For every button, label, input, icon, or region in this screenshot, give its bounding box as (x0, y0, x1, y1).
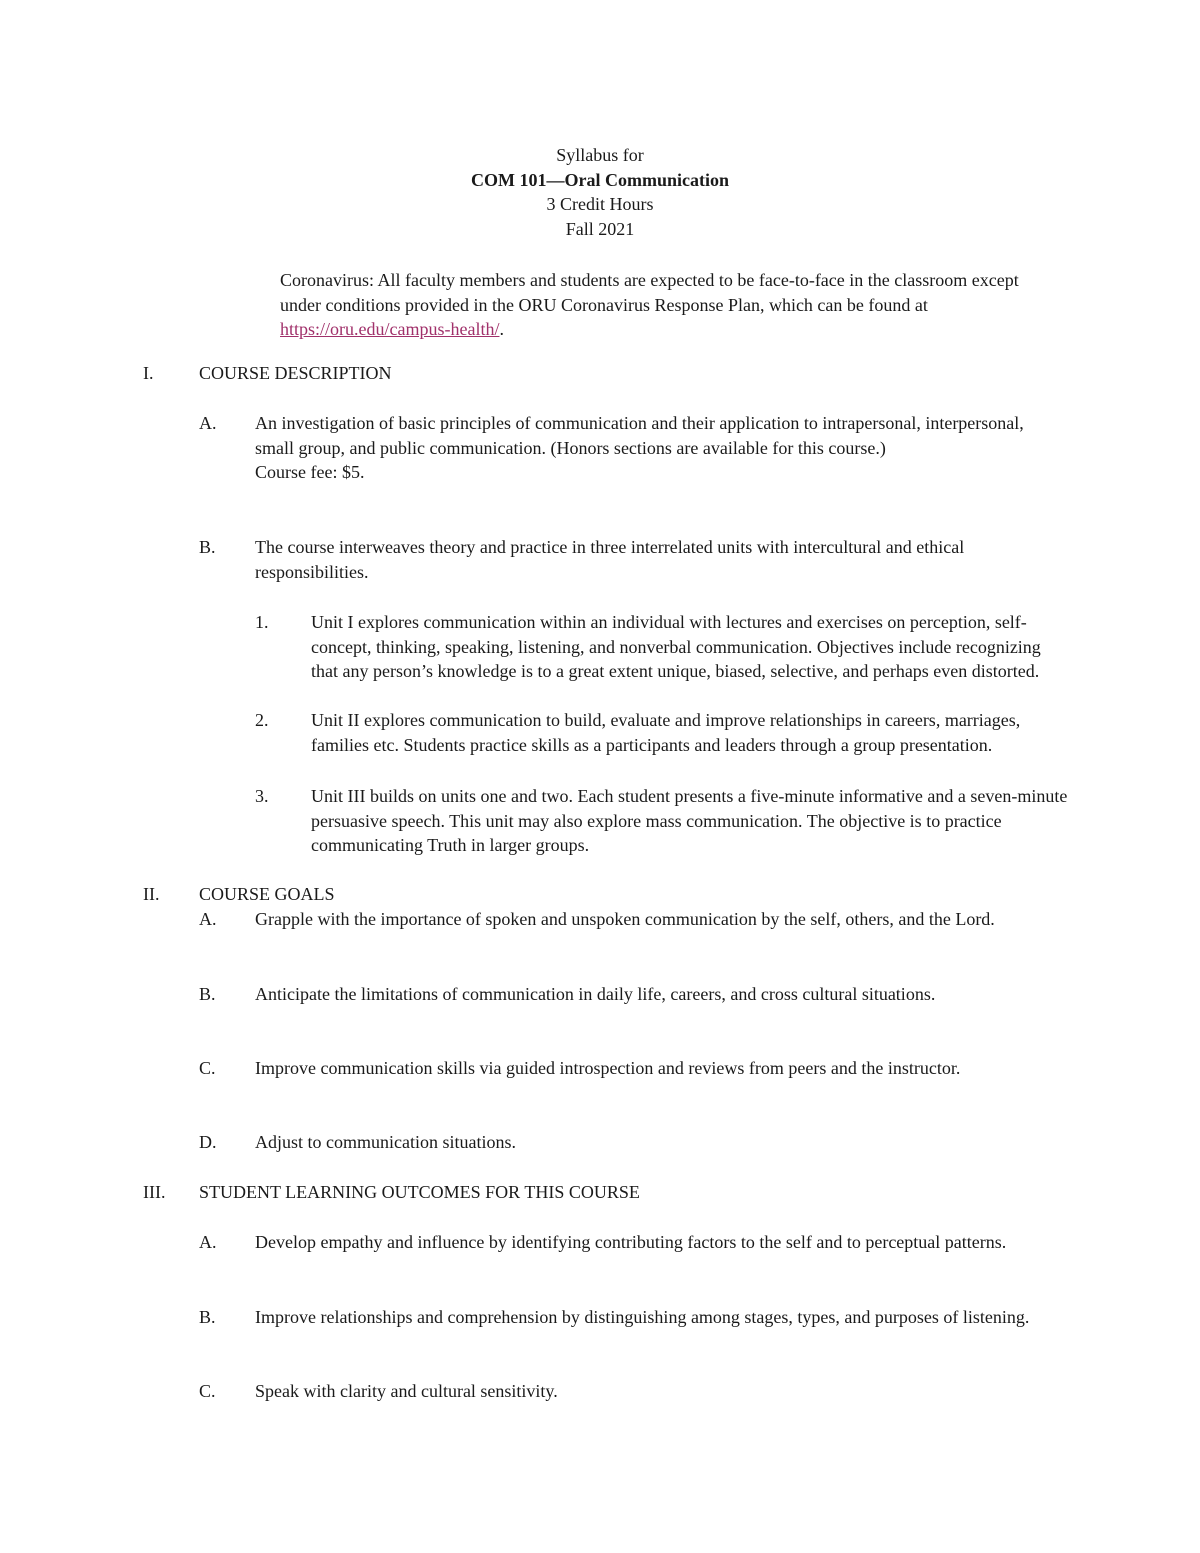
notice-end: . (499, 319, 504, 339)
section-1-item-b-letter: B. (199, 537, 216, 557)
credit-hours: 3 Credit Hours (546, 194, 654, 214)
goal-a-text: Grapple with the importance of spoken and unspoken communication by the self, others, and the Lord. (255, 909, 995, 929)
section-2-title: COURSE GOALS (199, 884, 335, 904)
section-2-numeral: II. (143, 884, 160, 904)
goal-b-text: Anticipate the limitations of communication in daily life, careers, and cross cultural situations. (255, 984, 936, 1004)
goal-c-text: Improve communication skills via guided introspection and reviews from peers and the instructor. (255, 1058, 961, 1078)
section-3-numeral: III. (143, 1182, 166, 1202)
outcome-b-text: Improve relationships and comprehension by distinguishing among stages, types, and purposes of listening. (255, 1307, 1030, 1327)
notice-text: Coronavirus: All faculty members and students are expected to be face-to-face in the classroom except under conditions provided in the ORU Coronavirus Response Plan, which can be found at (280, 270, 1019, 315)
unit-2-text: Unit II explores communication to build, evaluate and improve relationships in careers, marriages, families etc. Students practice skills as a participants and leaders through a group presentation. (311, 710, 1021, 755)
unit-3-number: 3. (255, 786, 269, 806)
section-1-numeral: I. (143, 363, 154, 383)
outcome-a-text: Develop empathy and influence by identifying contributing factors to the self and to perceptual patterns. (255, 1232, 1007, 1252)
outcome-c-text: Speak with clarity and cultural sensitivity. (255, 1381, 558, 1401)
header-line1: Syllabus for (556, 145, 644, 165)
section-1-item-a-text (255, 411, 1065, 485)
goal-c-letter: C. (199, 1058, 216, 1078)
term: Fall 2021 (565, 218, 635, 239)
unit-1-number: 1. (255, 612, 269, 632)
unit-3-text: Unit III builds on units one and two. Each student presents a five-minute informative and a seven-minute persuasive speech. This unit may also explore mass communication. The objective is to practice communicating Truth in larger groups. (311, 786, 1068, 855)
section-1-title: COURSE DESCRIPTION (199, 363, 392, 383)
outcome-b-letter: B. (199, 1307, 216, 1327)
course-description-text: An investigation of basic principles of communication and their application to intrapersonal, interpersonal, small group, and public communication. (Honors sections are available for this course.) (255, 413, 1024, 458)
campus-health-link[interactable]: https://oru.edu/campus-health/ (280, 319, 500, 339)
course-title: COM 101—Oral Communication (471, 169, 729, 190)
section-3-title: STUDENT LEARNING OUTCOMES FOR THIS COURSE (199, 1182, 640, 1202)
section-1-item-a-letter: A. (199, 413, 217, 433)
unit-2-number: 2. (255, 710, 269, 730)
coronavirus-notice (280, 268, 1040, 342)
course-fee: Course fee: $5. (255, 462, 365, 482)
outcome-a-letter: A. (199, 1232, 217, 1252)
goal-d-text: Adjust to communication situations. (255, 1132, 516, 1152)
unit-1-text: Unit I explores communication within an individual with lectures and exercises on perception, self-concept, thinking, speaking, listening, and nonverbal communication. Objectives include recognizing that any person’s knowledge is to a great extent unique, biased, selective, and perhaps even distorted. (311, 612, 1041, 681)
goal-a-letter: A. (199, 909, 217, 929)
goal-d-letter: D. (199, 1132, 217, 1152)
goal-b-letter: B. (199, 984, 216, 1004)
section-1-item-b-text: The course interweaves theory and practice in three interrelated units with intercultural and ethical responsibilities. (255, 537, 965, 582)
syllabus-header (0, 143, 1200, 241)
outcome-c-letter: C. (199, 1381, 216, 1401)
